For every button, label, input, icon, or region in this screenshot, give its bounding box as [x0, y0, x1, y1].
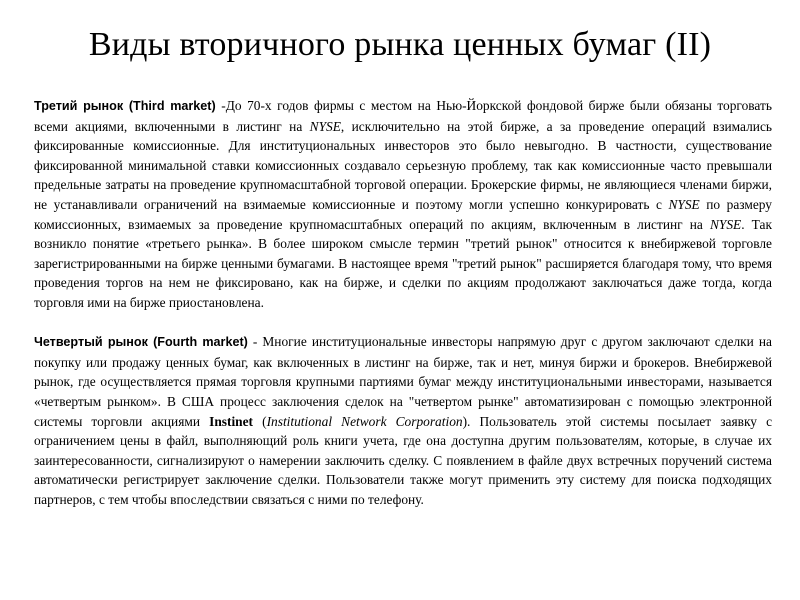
paragraph-third-market [34, 96, 772, 313]
third-text-1: -До 70-х годов фирмы с местом на Нью-Йоркской фондовой бирже были обязаны торговать всеми акциями, включенными в листинг на [34, 98, 772, 134]
third-text-3: по размеру комиссионных, взимаемых за проведение крупномасштабных операций по акциям, включенным в листинг на [34, 196, 772, 232]
fourth-instinet: Instinet [209, 413, 254, 429]
third-nyse-1: NYSE [309, 118, 341, 134]
third-text-2: , исключительно на этой бирже, а за проведение операций взимались фиксированные комиссионные. Для институциональных инвесторов это было невыгодно. В частности, существование фиксированной минимальной ставки комиссионных создавало серьезную проблему, так как комиссионные часто превышали предельные затраты на проведение крупномасштабной торговой операции. Брокерские фирмы, не являющиеся членами биржи, не устанавливали ограничений на взимаемые комиссионные и поэтому могли успешно конкурировать с [34, 118, 772, 212]
paragraph-fourth-market [34, 332, 772, 509]
fourth-corporation: Institutional Network Corporation [266, 413, 463, 429]
fourth-text-2: ( [253, 413, 267, 429]
fourth-text-1: - Многие институциональные инвесторы напрямую друг с другом заключают сделки на покупку или продажу ценных бумаг, как включенных в листинг на бирже, так и нет, минуя биржи и брокеров. Внебиржевой рынок, где осуществляется прямая торговля крупными партиями бумаг между институциональными инвесторами, называется «четвертым рынком». В США процесс заключения сделок на "четвертом рынке" автоматизирован с помощью электронной системы торговли акциями [34, 334, 773, 429]
third-nyse-3: NYSE [709, 216, 742, 232]
fourth-market-heading: Четвертый рынок (Fourth market) [34, 335, 248, 350]
third-nyse-2: NYSE [668, 196, 700, 212]
slide-title: Виды вторичного рынка ценных бумаг (II) [88, 26, 712, 63]
slide-body [34, 96, 772, 509]
third-text-4: . Так возникло понятие «третьего рынка». В более широком смысле термин "третий рынок" относится к внебиржевой торговле зарегистрированными на бирже ценными бумагами. В настоящее время "третий рынок" расширяется благодаря тому, что время проведения торгов на нем не фиксировано, как на бирже, и сделки по акциям продолжают заключаться даже тогда, когда торговля ими на бирже приостановлена. [34, 216, 772, 310]
third-market-heading: Третий рынок (Third market) [34, 99, 216, 113]
fourth-text-3: ). Пользователь этой системы посылает заявку с ограничением цены в файл, выполняющий роль книги учета, где она доступна другим пользователям, которые, в случае их заинтересованности, сигнализируют о намерении заключить сделку. С появлением в файле двух встречных поручений система автоматически регистрирует заключение сделки. Пользователи также могут применить эту систему для поиска подходящих партнеров, с тем чтобы впоследствии связаться с ними по телефону. [34, 413, 773, 507]
